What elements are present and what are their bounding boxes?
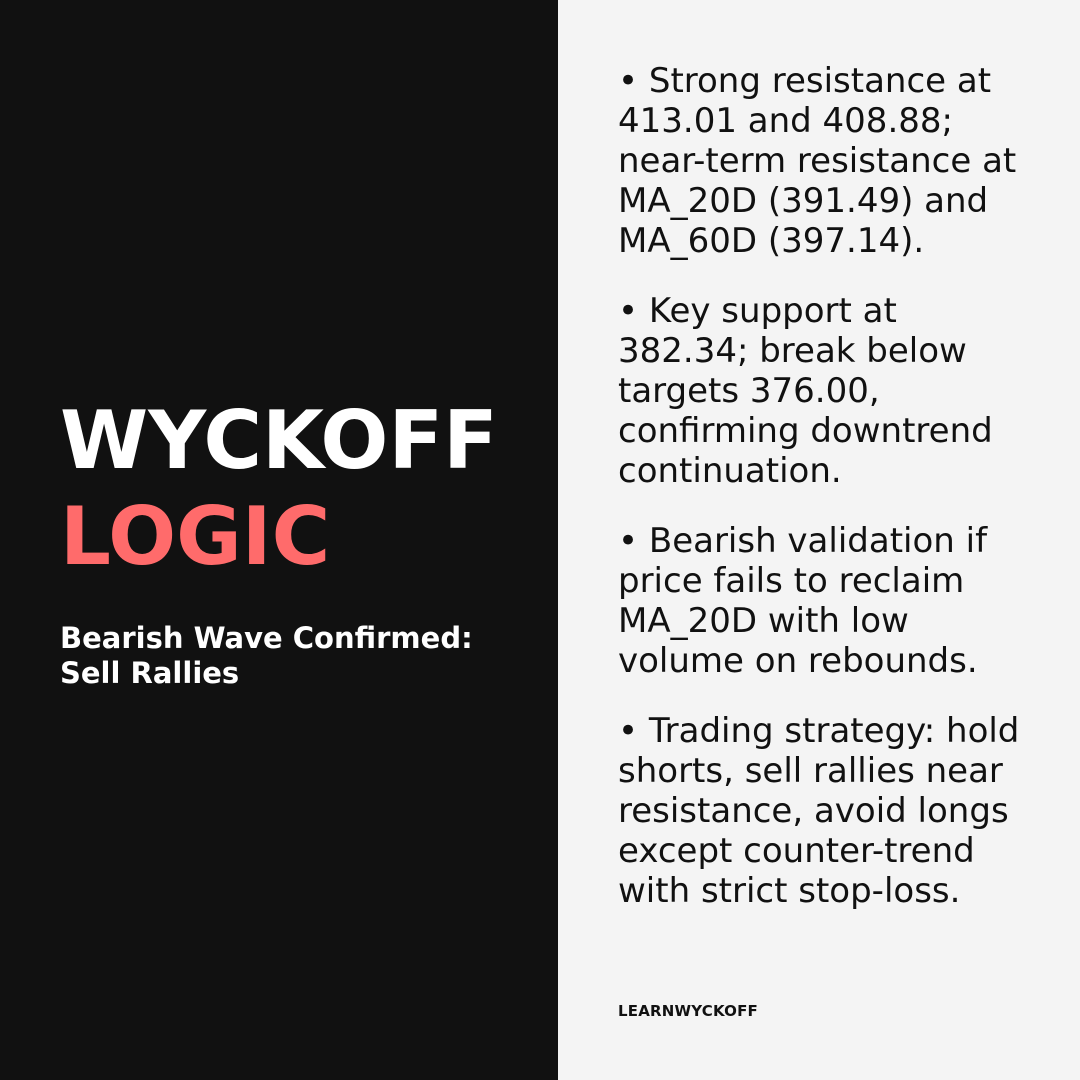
title-line-primary: WYCKOFF	[60, 394, 498, 487]
bullet-item-validation: • Bearish validation if price fails to reclaim MA_20D with low volume on rebounds.	[618, 521, 988, 681]
title-block	[60, 393, 498, 585]
right-panel	[558, 0, 1080, 1080]
bullet-item-strategy: • Trading strategy: hold shorts, sell rallies near resistance, avoid longs except counter-trend with strict stop-loss.	[618, 711, 1020, 911]
subtitle: Bearish Wave Confirmed: Sell Rallies	[60, 621, 473, 690]
bullet-item-support: • Key support at 382.34; break below targets 376.00, confirming downtrend continuation.	[618, 291, 993, 491]
bullet-item-resistance: • Strong resistance at 413.01 and 408.88; near-term resistance at MA_20D (391.49) and MA_60D (397.14).	[618, 61, 1017, 261]
title-line-accent: LOGIC	[60, 490, 331, 583]
brand-label: LEARNWYCKOFF	[618, 1002, 758, 1020]
bullet-list	[618, 61, 1038, 941]
